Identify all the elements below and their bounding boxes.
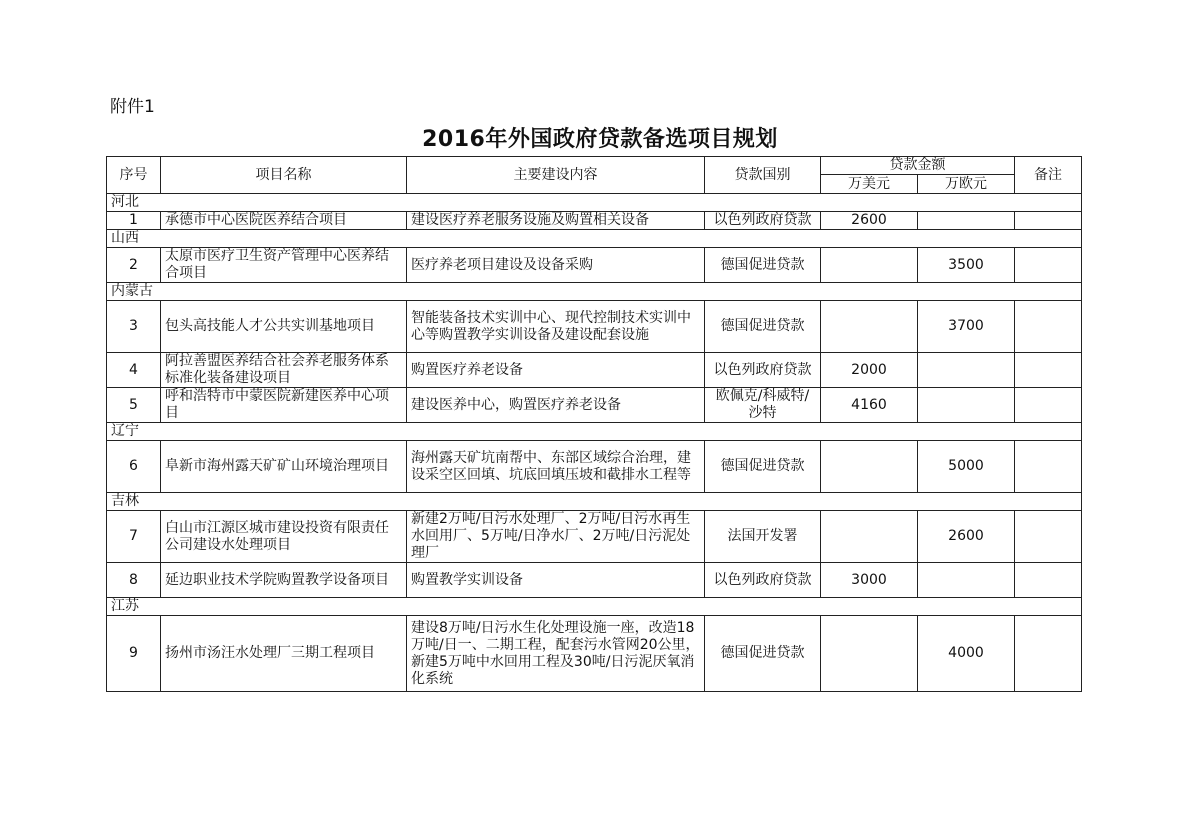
header-eur: 万欧元 bbox=[918, 175, 1015, 194]
table-row bbox=[107, 248, 1082, 283]
cell-eur: 3700 bbox=[918, 301, 1015, 353]
region-row: 河北 bbox=[107, 194, 1082, 212]
cell-seq: 1 bbox=[107, 212, 161, 230]
cell-project-name: 阜新市海州露天矿矿山环境治理项目 bbox=[161, 441, 407, 493]
header-loan-country: 贷款国别 bbox=[705, 157, 821, 194]
loan-projects-table bbox=[106, 156, 1082, 692]
cell-remark bbox=[1015, 441, 1082, 493]
cell-loan-country: 以色列政府贷款 bbox=[705, 563, 821, 598]
header-loan-amount: 贷款金额 bbox=[821, 157, 1015, 175]
cell-project-name: 承德市中心医院医养结合项目 bbox=[161, 212, 407, 230]
cell-loan-country: 以色列政府贷款 bbox=[705, 353, 821, 388]
cell-project-name: 阿拉善盟医养结合社会养老服务体系标准化装备建设项目 bbox=[161, 353, 407, 388]
cell-seq: 5 bbox=[107, 388, 161, 423]
header-project-name: 项目名称 bbox=[161, 157, 407, 194]
cell-main-content: 医疗养老项目建设及设备采购 bbox=[407, 248, 705, 283]
cell-seq: 8 bbox=[107, 563, 161, 598]
cell-loan-country: 德国促进贷款 bbox=[705, 616, 821, 692]
cell-usd bbox=[821, 511, 918, 563]
cell-loan-country: 德国促进贷款 bbox=[705, 441, 821, 493]
cell-project-name: 扬州市汤汪水处理厂三期工程项目 bbox=[161, 616, 407, 692]
cell-main-content: 购置教学实训设备 bbox=[407, 563, 705, 598]
cell-usd: 3000 bbox=[821, 563, 918, 598]
cell-project-name: 太原市医疗卫生资产管理中心医养结合项目 bbox=[161, 248, 407, 283]
cell-usd: 2000 bbox=[821, 353, 918, 388]
header-seq: 序号 bbox=[107, 157, 161, 194]
header-remark: 备注 bbox=[1015, 157, 1082, 194]
cell-seq: 2 bbox=[107, 248, 161, 283]
header-usd: 万美元 bbox=[821, 175, 918, 194]
cell-main-content: 智能装备技术实训中心、现代控制技术实训中心等购置教学实训设备及建设配套设施 bbox=[407, 301, 705, 353]
cell-project-name: 包头高技能人才公共实训基地项目 bbox=[161, 301, 407, 353]
region-row: 辽宁 bbox=[107, 423, 1082, 441]
cell-main-content: 海州露天矿坑南帮中、东部区域综合治理，建设采空区回填、坑底回填压坡和截排水工程等 bbox=[407, 441, 705, 493]
table-row bbox=[107, 301, 1082, 353]
cell-main-content: 建设医养中心，购置医疗养老设备 bbox=[407, 388, 705, 423]
document-title: 2016年外国政府贷款备选项目规划 bbox=[422, 127, 778, 152]
cell-project-name: 呼和浩特市中蒙医院新建医养中心项目 bbox=[161, 388, 407, 423]
table-row bbox=[107, 563, 1082, 598]
cell-loan-country: 法国开发署 bbox=[705, 511, 821, 563]
cell-remark bbox=[1015, 353, 1082, 388]
cell-loan-country: 以色列政府贷款 bbox=[705, 212, 821, 230]
cell-remark bbox=[1015, 511, 1082, 563]
cell-usd bbox=[821, 441, 918, 493]
cell-eur: 5000 bbox=[918, 441, 1015, 493]
cell-loan-country: 欧佩克/科威特/沙特 bbox=[705, 388, 821, 423]
cell-remark bbox=[1015, 212, 1082, 230]
region-row: 江苏 bbox=[107, 598, 1082, 616]
cell-eur bbox=[918, 563, 1015, 598]
cell-project-name: 白山市江源区城市建设投资有限责任公司建设水处理项目 bbox=[161, 511, 407, 563]
region-row: 山西 bbox=[107, 230, 1082, 248]
cell-seq: 9 bbox=[107, 616, 161, 692]
cell-usd bbox=[821, 301, 918, 353]
cell-usd: 2600 bbox=[821, 212, 918, 230]
cell-main-content: 新建2万吨/日污水处理厂、2万吨/日污水再生水回用厂、5万吨/日净水厂、2万吨/日污泥处理厂 bbox=[407, 511, 705, 563]
header-main-content: 主要建设内容 bbox=[407, 157, 705, 194]
cell-loan-country: 德国促进贷款 bbox=[705, 248, 821, 283]
cell-seq: 7 bbox=[107, 511, 161, 563]
table-row bbox=[107, 388, 1082, 423]
cell-seq: 4 bbox=[107, 353, 161, 388]
cell-main-content: 建设医疗养老服务设施及购置相关设备 bbox=[407, 212, 705, 230]
cell-project-name: 延边职业技术学院购置教学设备项目 bbox=[161, 563, 407, 598]
cell-eur bbox=[918, 353, 1015, 388]
table-row bbox=[107, 212, 1082, 230]
region-row: 吉林 bbox=[107, 493, 1082, 511]
cell-remark bbox=[1015, 248, 1082, 283]
cell-loan-country: 德国促进贷款 bbox=[705, 301, 821, 353]
cell-eur bbox=[918, 388, 1015, 423]
cell-remark bbox=[1015, 563, 1082, 598]
cell-usd: 4160 bbox=[821, 388, 918, 423]
cell-remark bbox=[1015, 616, 1082, 692]
cell-remark bbox=[1015, 388, 1082, 423]
cell-usd bbox=[821, 248, 918, 283]
table-row bbox=[107, 511, 1082, 563]
cell-seq: 6 bbox=[107, 441, 161, 493]
cell-seq: 3 bbox=[107, 301, 161, 353]
cell-eur: 4000 bbox=[918, 616, 1015, 692]
cell-remark bbox=[1015, 301, 1082, 353]
cell-main-content: 建设8万吨/日污水生化处理设施一座，改造18万吨/日一、二期工程，配套污水管网20公里，新建5万吨中水回用工程及30吨/日污泥厌氧消化系统 bbox=[407, 616, 705, 692]
cell-main-content: 购置医疗养老设备 bbox=[407, 353, 705, 388]
cell-eur bbox=[918, 212, 1015, 230]
table-row bbox=[107, 353, 1082, 388]
table-row bbox=[107, 441, 1082, 493]
cell-eur: 2600 bbox=[918, 511, 1015, 563]
cell-usd bbox=[821, 616, 918, 692]
table-row bbox=[107, 616, 1082, 692]
cell-eur: 3500 bbox=[918, 248, 1015, 283]
attachment-label: 附件1 bbox=[110, 97, 155, 117]
region-row: 内蒙古 bbox=[107, 283, 1082, 301]
